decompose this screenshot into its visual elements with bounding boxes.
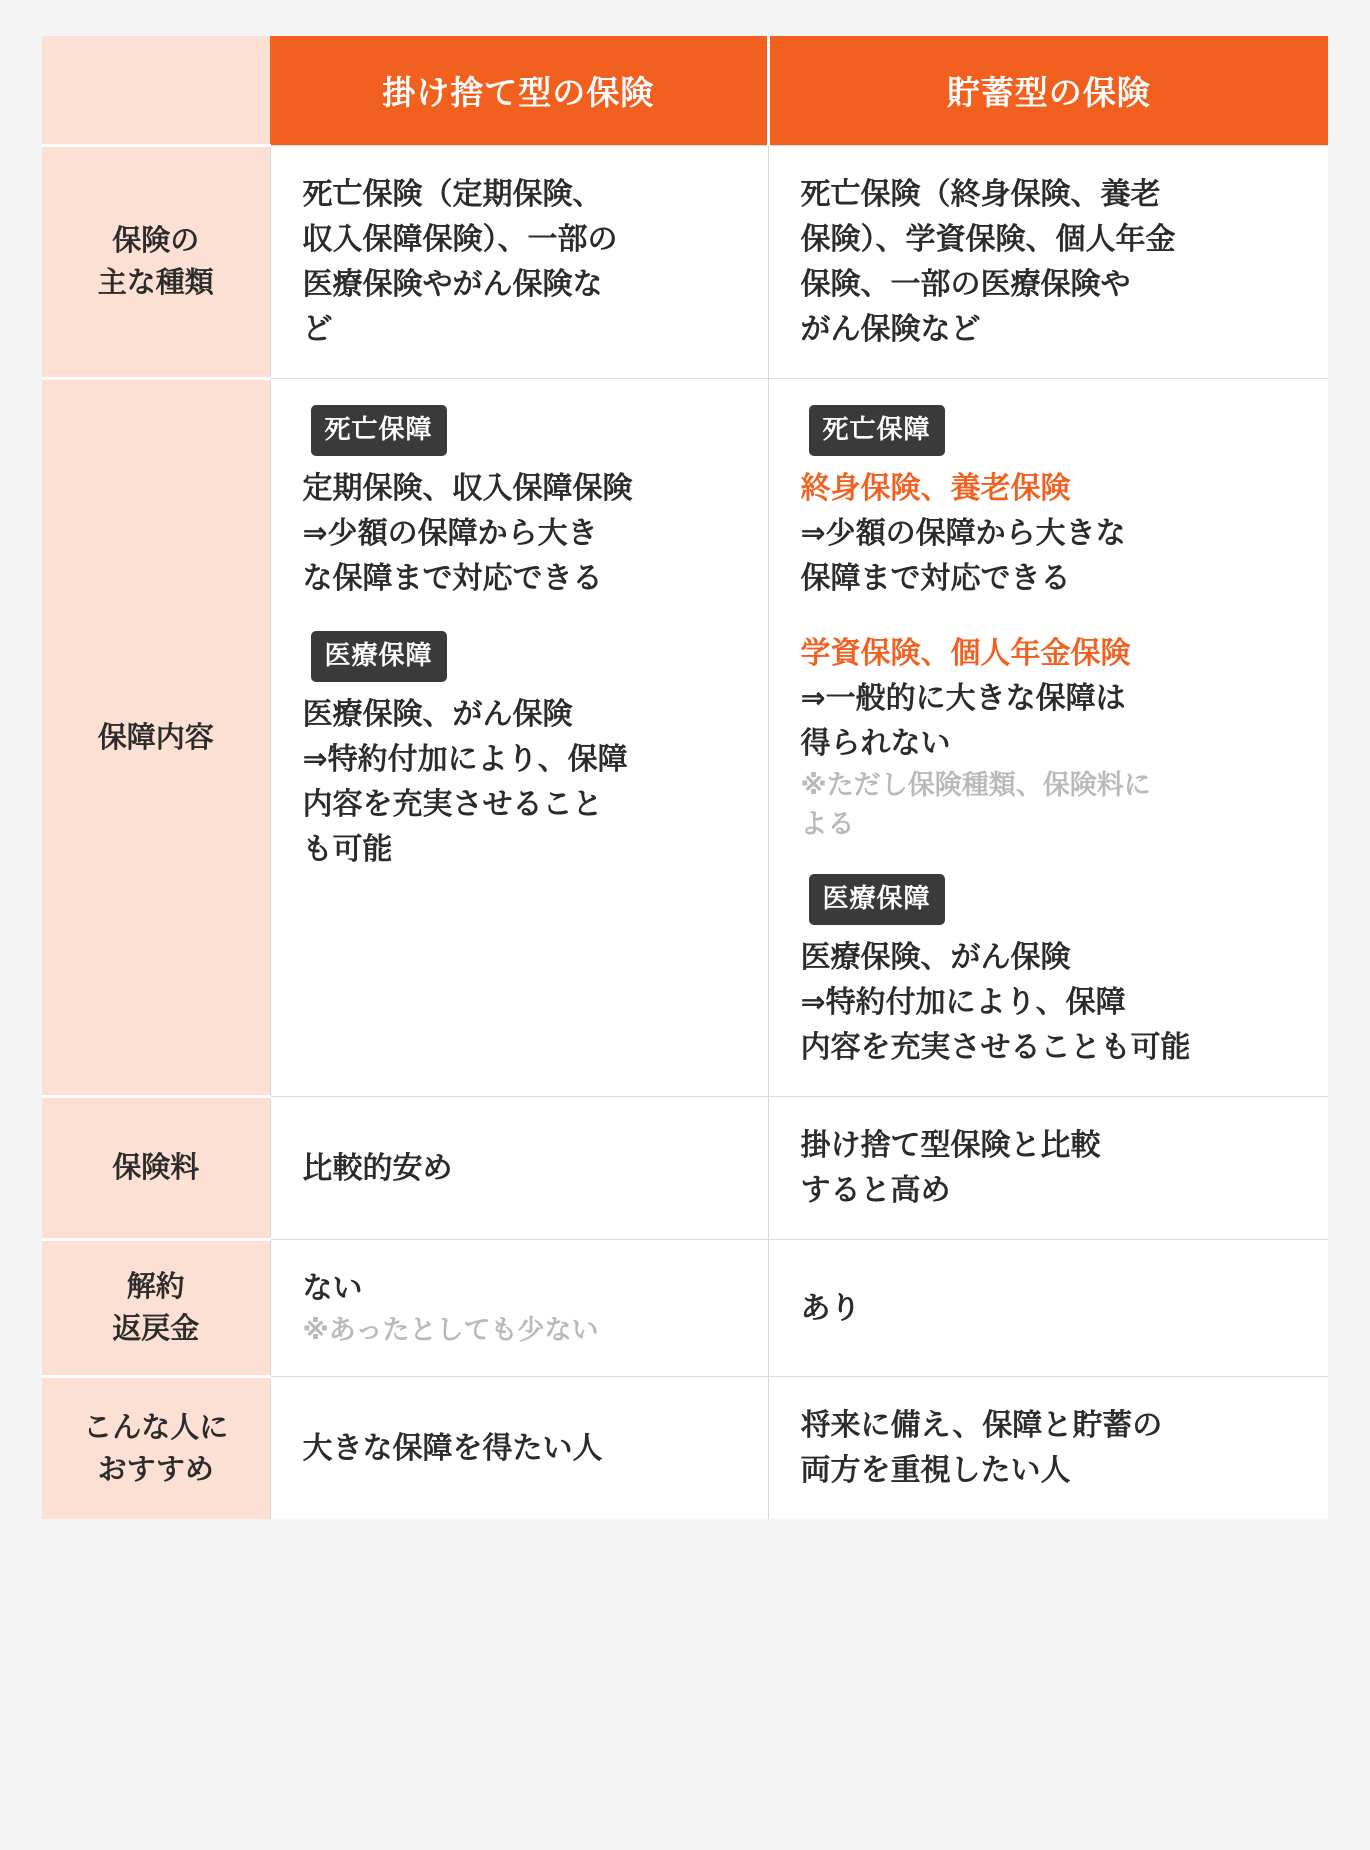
cell-text-line: 両方を重視したい人: [800, 1454, 1071, 1488]
cell-premium-term: [270, 1097, 768, 1240]
row-label-line: 保険料: [112, 1152, 200, 1185]
cell-surrender-savings: [768, 1240, 1328, 1377]
tag-wrap: [311, 405, 742, 466]
cell-text-line: 死亡保険（定期保険、: [302, 178, 603, 211]
highlight-text: 終身保険、養老保険: [800, 472, 1071, 505]
coverage-block-medical: [801, 874, 1303, 1070]
cell-text-line: ⇒特約付加により、保障: [800, 986, 1126, 1020]
cell-text-line: 得られない: [800, 727, 951, 760]
footnote-line: よる: [800, 809, 855, 840]
tag-wrap: [809, 874, 1303, 935]
cell-text-line: 保障まで対応できる: [800, 562, 1071, 595]
coverage-block-death: [303, 405, 742, 601]
coverage-block-medical: [303, 631, 742, 872]
row-label-line: おすすめ: [97, 1453, 214, 1486]
cell-text-line: な保障まで対応できる: [302, 562, 603, 595]
row-label-line: 主な種類: [97, 267, 214, 299]
cell-text-line: ど: [302, 313, 333, 346]
cell-text-line: 死亡保険（終身保険、養老: [800, 178, 1161, 211]
row-label-line: こんな人に: [83, 1411, 229, 1444]
row-label-line: 保険の: [112, 224, 200, 257]
row-label-coverage-content: [42, 379, 270, 1097]
cell-text-line: すると高め: [800, 1174, 951, 1208]
cell-text-line: 保険）、学資保険、個人年金: [800, 223, 1176, 256]
cell-text-line: あり: [800, 1291, 861, 1325]
cell-text-line: 保険、一部の医療保険や: [800, 268, 1131, 301]
cell-text-line: 収入保障保険）、一部の: [302, 223, 618, 256]
cell-surrender-term: [270, 1240, 768, 1377]
highlight-text: 学資保険、個人年金保険: [800, 637, 1131, 670]
cell-coverage-term: [270, 379, 768, 1097]
badge-medical-coverage: 医療保障: [311, 631, 447, 682]
tag-wrap: [311, 631, 742, 692]
row-label-insurance-types: [42, 146, 270, 379]
cell-text-line: がん保険など: [800, 313, 981, 346]
row-label-surrender-value: [42, 1240, 270, 1377]
cell-text-line: ⇒少額の保障から大きな: [800, 517, 1126, 550]
cell-premium-savings: [768, 1097, 1328, 1240]
badge-medical-coverage: 医療保障: [809, 874, 945, 925]
tag-wrap: [809, 405, 1303, 466]
cell-text-line: 内容を充実させること: [302, 788, 603, 821]
table-row: [42, 1097, 1328, 1240]
coverage-block-death: [801, 405, 1303, 601]
row-label-line: 返戻金: [112, 1313, 200, 1346]
cell-text-line: 医療保険、がん保険: [302, 698, 573, 731]
table-corner-cell: [42, 36, 270, 146]
cell-text-line: 将来に備え、保障と貯蓄の: [800, 1409, 1163, 1443]
table-header-row: [42, 36, 1328, 146]
cell-text-line: 医療保険やがん保険な: [302, 268, 603, 301]
row-label-line: 解約: [126, 1271, 185, 1304]
badge-death-coverage: 死亡保障: [311, 405, 447, 456]
column-header-term-insurance: 掛け捨て型の保険: [270, 36, 768, 146]
row-label-premium: [42, 1097, 270, 1240]
coverage-block-education-annuity: [801, 631, 1303, 844]
cell-text-line: 大きな保障を得たい人: [302, 1431, 603, 1465]
cell-text-line: ない: [302, 1272, 363, 1306]
table-row: [42, 1377, 1328, 1520]
footnote-line: ※ただし保険種類、保険料に: [800, 770, 1151, 800]
cell-coverage-savings: [768, 379, 1328, 1097]
cell-text-line: ⇒特約付加により、保障: [302, 743, 628, 776]
cell-types-term: [270, 146, 768, 379]
row-label-line: 保障内容: [97, 721, 214, 754]
row-label-recommended-for: [42, 1377, 270, 1520]
insurance-comparison-table: [42, 36, 1328, 1519]
badge-death-coverage: 死亡保障: [809, 405, 945, 456]
cell-text-line: も可能: [302, 833, 393, 866]
cell-text-line: 定期保険、収入保障保険: [302, 472, 633, 505]
cell-text-line: 比較的安め: [302, 1151, 453, 1185]
cell-recommended-term: [270, 1377, 768, 1520]
footnote-line: ※あったとしても少ない: [302, 1315, 599, 1346]
table-row: [42, 1240, 1328, 1377]
cell-types-savings: [768, 146, 1328, 379]
cell-text-line: 掛け捨て型保険と比較: [800, 1129, 1101, 1163]
table-row: [42, 146, 1328, 379]
column-header-savings-insurance: 貯蓄型の保険: [768, 36, 1328, 146]
cell-text-line: ⇒少額の保障から大き: [302, 517, 598, 550]
cell-recommended-savings: [768, 1377, 1328, 1520]
cell-text-line: ⇒一般的に大きな保障は: [800, 682, 1126, 715]
cell-text-line: 医療保険、がん保険: [800, 941, 1071, 975]
table-row: [42, 379, 1328, 1097]
cell-text-line: 内容を充実させることも可能: [800, 1031, 1191, 1065]
